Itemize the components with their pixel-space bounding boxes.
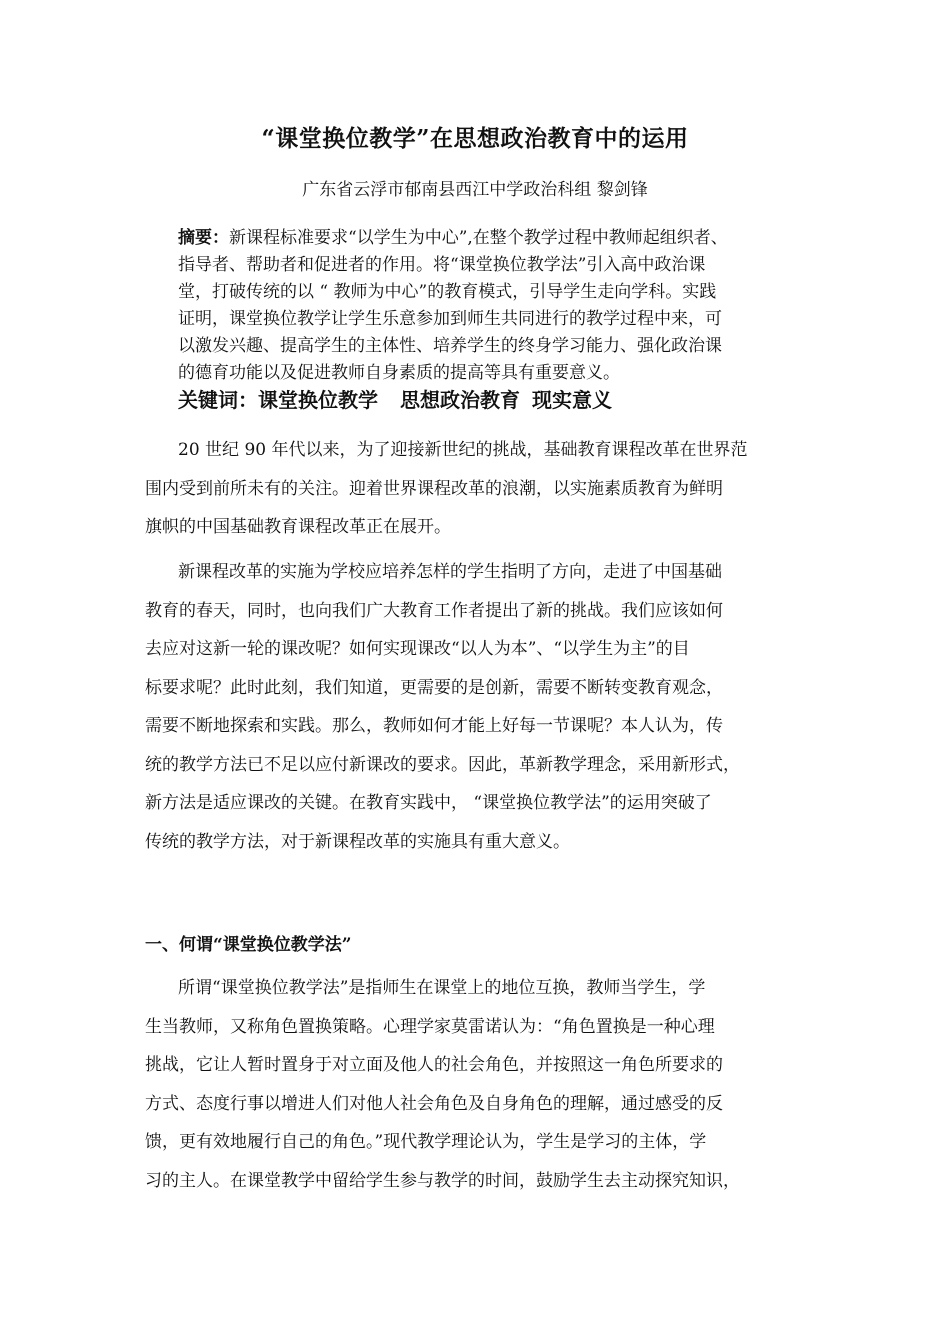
paragraph-definition — [145, 969, 825, 1200]
keyword: 课堂换位教学 — [258, 388, 378, 412]
paragraph-line: 需要不断地探索和实践。那么，教师如何才能上好每一节课呢？本人认为，传 — [145, 716, 723, 736]
abstract — [178, 225, 818, 387]
paragraph-line: 生当教师，又称角色置换策略。心理学家莫雷诺认为：“角色置换是一种心理 — [145, 1016, 715, 1037]
paragraph-line: 习的主人。在课堂教学中留给学生参与教学的时间，鼓励学生去主动探究知识， — [145, 1170, 740, 1191]
abstract-line: 的德育功能以及促进教师自身素质的提高等具有重要意义。 — [178, 363, 620, 383]
paragraph-line: 去应对这新一轮的课改呢？如何实现课改“以人为本”、“以学生为主”的目 — [145, 639, 690, 659]
paragraph-line: 旗帜的中国基础教育课程改革正在展开。 — [145, 517, 451, 537]
document-title: “课堂换位教学”在思想政治教育中的运用 — [261, 125, 689, 152]
paragraph-line: 统的教学方法已不足以应付新课改的要求。因此，革新教学理念，采用新形式， — [145, 754, 740, 775]
author-line: 广东省云浮市郁南县西江中学政治科组 黎剑锋 — [302, 180, 648, 200]
paragraph-line: 馈，更有效地履行自己的角色。”现代教学理论认为，学生是学习的主体，学 — [145, 1132, 707, 1152]
abstract-line — [178, 225, 818, 252]
paragraph-line: 挑战，它让人暂时置身于对立面及他人的社会角色，并按照这一角色所要求的 — [145, 1055, 723, 1075]
abstract-line: 以激发兴趣、提高学生的主体性、培养学生的终身学习能力、强化政治课 — [178, 336, 722, 356]
paragraph-line: 围内受到前所未有的关注。迎着世界课程改革的浪潮，以实施素质教育为鲜明 — [145, 478, 723, 499]
section-heading: 一、何谓“课堂换位教学法” — [145, 935, 352, 955]
paragraph-reform — [145, 553, 825, 861]
paragraph-line: 所谓“课堂换位教学法”是指师生在课堂上的地位互换，教师当学生，学 — [178, 978, 706, 998]
paragraph-line: 20 世纪 90 年代以来，为了迎接新世纪的挑战，基础教育课程改革在世界范 — [178, 440, 748, 460]
paragraph-line: 新方法是适应课改的关键。在教育实践中， “课堂换位教学法”的运用突破了 — [145, 793, 712, 813]
abstract-line: 指导者、帮助者和促进者的作用。将“课堂换位教学法”引入高中政治课 — [178, 255, 706, 275]
keywords-label: 关键词： — [178, 388, 258, 412]
keyword: 现实意义 — [532, 388, 612, 412]
paragraph-line: 新课程改革的实施为学校应培养怎样的学生指明了方向，走进了中国基础 — [178, 562, 722, 582]
abstract-label: 摘要： — [178, 228, 229, 248]
paragraph-intro — [145, 431, 825, 547]
paragraph-line: 传统的教学方法，对于新课程改革的实施具有重大意义。 — [145, 831, 570, 852]
keyword: 思想政治教育 — [400, 388, 520, 412]
paragraph-line: 教育的春天，同时，也向我们广大教育工作者提出了新的挑战。我们应该如何 — [145, 600, 723, 621]
keywords-line — [178, 384, 612, 413]
abstract-line: 堂，打破传统的以 “ 教师为中心”的教育模式，引导学生走向学科。实践 — [178, 282, 717, 302]
abstract-text: 新课程标准要求“以学生为中心”,在整个教学过程中教师起组织者、 — [229, 228, 728, 248]
paragraph-line: 标要求呢？此时此刻，我们知道，更需要的是创新，需要不断转变教育观念， — [145, 677, 723, 698]
paragraph-line: 方式、态度行事以增进人们对他人社会角色及自身角色的理解，通过感受的反 — [145, 1093, 723, 1114]
abstract-line: 证明，课堂换位教学让学生乐意参加到师生共同进行的教学过程中来，可 — [178, 309, 722, 329]
